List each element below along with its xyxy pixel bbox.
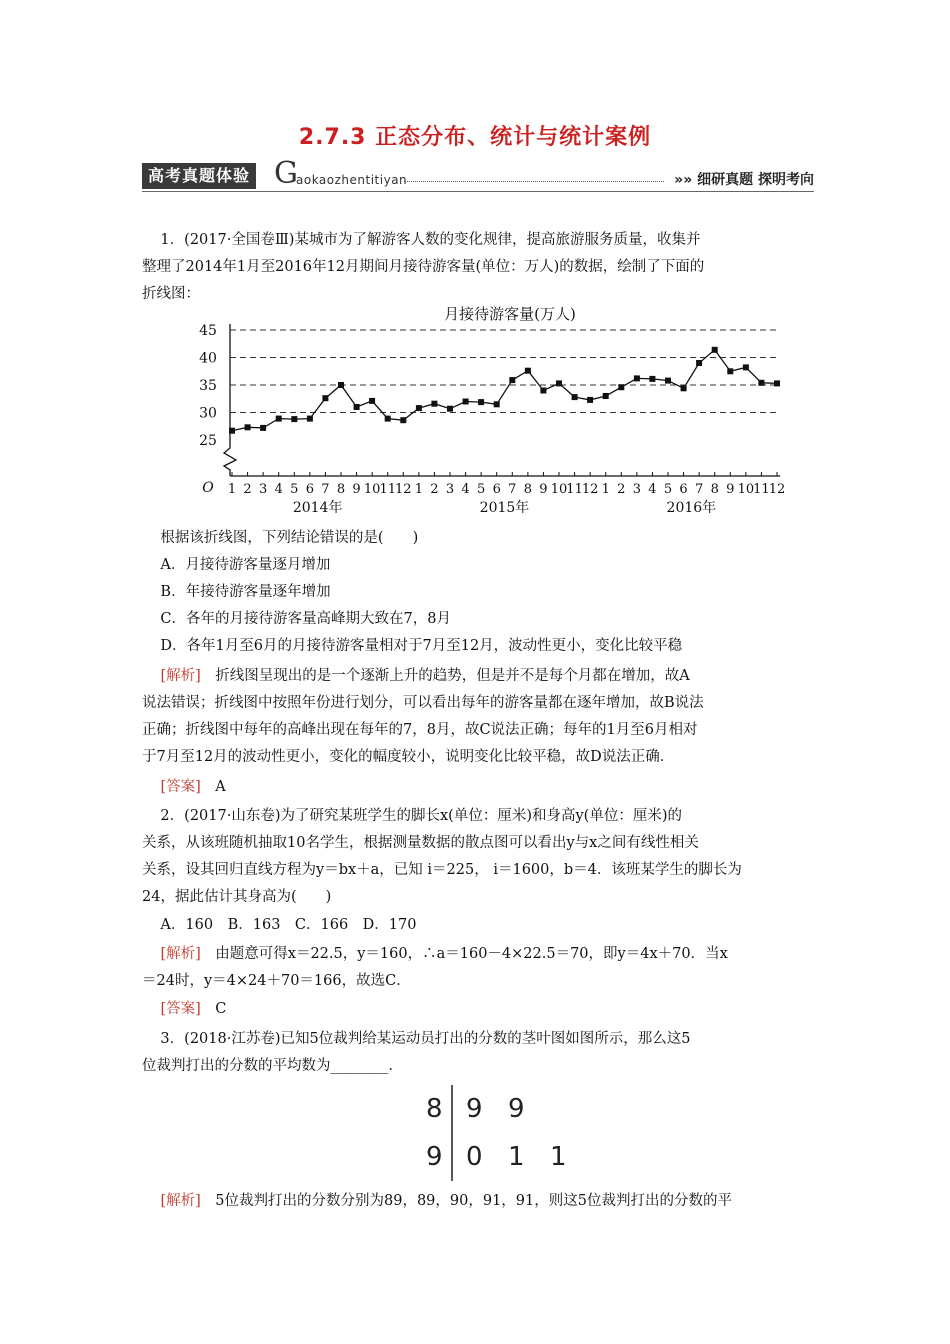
- q1-option-c: C．各年的月接待游客量高峰期大致在7，8月: [142, 611, 451, 627]
- q1-analysis-line-1: [解析] 折线图呈现出的是一个逐渐上升的趋势，但是并不是每个月都在增加，故A: [160, 668, 690, 684]
- data-point-33: [743, 364, 749, 370]
- data-point-32: [727, 368, 733, 374]
- leaf-row-2-1: 0: [466, 1142, 483, 1172]
- data-point-31: [712, 347, 718, 353]
- data-point-35: [774, 380, 780, 386]
- q2-analysis-line-2: ＝24时，y＝4×24＋70＝166，故选C．: [142, 973, 411, 989]
- stem-row-2: 9: [426, 1142, 443, 1172]
- x-tick-label-6: 7: [321, 482, 330, 497]
- data-point-34: [758, 380, 764, 386]
- data-point-29: [681, 385, 687, 391]
- x-tick-label-2: 3: [259, 482, 268, 497]
- data-point-26: [634, 375, 640, 381]
- q1-line-1: 1．(2017·全国卷Ⅲ)某城市为了解游客人数的变化规律，提高旅游服务质量，收集并: [142, 232, 701, 248]
- data-point-18: [509, 377, 515, 383]
- q1-option-a: A．月接待游客量逐月增加: [142, 557, 331, 573]
- chart-series: [229, 347, 780, 434]
- x-tick-label-25: 2: [617, 482, 626, 497]
- x-tick-label-22: 11: [566, 482, 583, 497]
- banner-initial: G: [274, 156, 298, 191]
- q1-analysis-line-2: 说法错误；折线图中按照年份进行划分，可以看出每年的游客量都在逐年增加，故B说法: [142, 695, 704, 711]
- y-tick-label-4: 45: [199, 323, 217, 339]
- data-point-23: [587, 397, 593, 403]
- x-tick-label-26: 3: [632, 482, 641, 497]
- leaf-row-2-3: 1: [550, 1142, 567, 1172]
- line-chart: [180, 298, 790, 520]
- q1-analysis-line-4: 于7月至12月的波动性更小，变化的幅度较小，说明变化比较平稳，故D说法正确．: [142, 749, 675, 765]
- q2-line-3: 关系，设其回归直线方程为y＝bx＋a，已知 i＝225， i＝1600，b＝4．该班某学生的脚长为: [142, 862, 742, 878]
- leaf-row-1-1: 9: [466, 1094, 483, 1124]
- q2-analysis-line-1: [解析] 由题意可得x＝22.5，y＝160，∴a＝160－4×22.5＝70，即y＝4x＋70．当x: [160, 946, 728, 962]
- x-tick-label-23: 12: [581, 482, 599, 497]
- x-tick-label-11: 12: [395, 482, 412, 497]
- data-point-0: [229, 428, 235, 434]
- data-point-2: [260, 425, 266, 431]
- data-point-9: [369, 398, 375, 404]
- y-tick-label-0: 25: [199, 433, 217, 449]
- year-label-1: 2015年: [479, 500, 530, 516]
- data-point-5: [307, 416, 313, 422]
- x-tick-label-3: 4: [274, 482, 283, 497]
- analysis-tag: [解析]: [160, 668, 201, 684]
- x-tick-label-5: 6: [305, 482, 314, 497]
- y-tick-label-1: 30: [199, 405, 217, 422]
- x-tick-label-34: 11: [753, 482, 770, 497]
- x-tick-label-16: 5: [477, 482, 486, 497]
- x-tick-label-20: 9: [539, 482, 548, 497]
- chart-y-ticks: [199, 323, 217, 449]
- q1-line-3: 折线图：: [142, 286, 200, 302]
- data-point-15: [463, 399, 469, 405]
- x-tick-label-24: 1: [601, 482, 610, 497]
- chart-grid: [230, 330, 780, 413]
- chart-title: 月接待游客量(万人): [444, 305, 576, 323]
- q1-line-2: 整理了2014年1月至2016年12月期间月接待游客量(单位：万人)的数据，绘制了下面的: [142, 259, 705, 275]
- analysis-tag: [解析]: [160, 1193, 201, 1209]
- data-point-12: [416, 405, 422, 411]
- stem-leaf-plot: [410, 1083, 590, 1183]
- banner-dotted-line: [404, 181, 664, 182]
- data-point-6: [322, 395, 328, 401]
- x-tick-label-13: 2: [430, 482, 439, 497]
- data-point-11: [400, 417, 406, 423]
- data-point-27: [649, 376, 655, 382]
- data-point-10: [385, 416, 391, 422]
- x-tick-label-12: 1: [414, 482, 423, 497]
- q1-stem: 根据该折线图，下列结论错误的是( ): [142, 530, 419, 546]
- x-tick-label-7: 8: [336, 482, 346, 497]
- page-title: 2.7.3 正态分布、统计与统计案例: [298, 125, 652, 150]
- x-tick-label-9: 10: [363, 482, 381, 497]
- q3-line-1: 3．(2018·江苏卷)已知5位裁判给某运动员打出的分数的茎叶图如图所示，那么这5: [142, 1031, 691, 1047]
- q1-option-d: D．各年1月至6月的月接待游客量相对于7月至12月，波动性更小，变化比较平稳: [142, 638, 683, 654]
- data-point-4: [291, 416, 297, 422]
- banner-label: 高考真题体验: [142, 163, 256, 189]
- x-tick-label-10: 11: [379, 482, 396, 497]
- x-tick-label-8: 9: [352, 482, 361, 497]
- leaf-row-1-2: 9: [508, 1094, 525, 1124]
- x-tick-label-21: 10: [550, 482, 568, 497]
- data-point-21: [556, 380, 562, 386]
- x-tick-label-33: 10: [737, 482, 755, 497]
- data-point-22: [572, 394, 578, 400]
- data-point-13: [431, 401, 437, 407]
- q3-analysis-line-1: [解析] 5位裁判打出的分数分别为89，89，90，91，91，则这5位裁判打出的分数的平: [160, 1193, 732, 1209]
- data-point-17: [494, 401, 500, 407]
- x-tick-label-30: 7: [695, 482, 704, 497]
- q1-answer: [答案] A: [160, 779, 226, 795]
- data-point-24: [603, 393, 609, 399]
- data-point-14: [447, 406, 453, 412]
- y-tick-label-2: 35: [199, 378, 217, 394]
- x-tick-label-18: 7: [508, 482, 517, 497]
- data-point-20: [540, 388, 546, 394]
- answer-tag: [答案]: [160, 779, 201, 795]
- data-point-7: [338, 382, 344, 388]
- x-tick-label-19: 8: [523, 482, 532, 497]
- data-point-19: [525, 368, 531, 374]
- series-line: [232, 350, 777, 431]
- analysis-tag: [解析]: [160, 946, 201, 962]
- q2-line-4: 24，据此估计其身高为( ): [142, 889, 332, 905]
- x-tick-label-28: 5: [663, 482, 673, 497]
- section-banner: [142, 156, 814, 193]
- x-tick-label-14: 3: [445, 482, 455, 497]
- data-point-16: [478, 399, 484, 405]
- data-point-28: [665, 378, 671, 384]
- chart-axes: [224, 324, 780, 476]
- data-point-25: [618, 384, 624, 390]
- x-tick-label-1: 2: [243, 482, 252, 497]
- leaf-row-2-2: 1: [508, 1142, 525, 1172]
- x-tick-label-32: 9: [726, 482, 735, 497]
- data-point-30: [696, 360, 702, 366]
- q3-line-2: 位裁判打出的分数的平均数为________．: [142, 1058, 403, 1074]
- banner-pinyin: aokaozhentitiyan: [296, 173, 408, 187]
- chart-origin-label: O: [202, 480, 214, 496]
- q2-line-1: 2．(2017·山东卷)为了研究某班学生的脚长x(单位：厘米)和身高y(单位：厘米)的: [142, 808, 682, 824]
- answer-tag: [答案]: [160, 1001, 201, 1017]
- data-point-1: [245, 424, 251, 430]
- y-axis: [224, 324, 236, 476]
- y-tick-label-3: 40: [199, 350, 217, 367]
- data-point-3: [276, 416, 282, 422]
- x-tick-label-35: 12: [768, 482, 786, 497]
- x-tick-label-31: 8: [710, 482, 719, 497]
- x-tick-label-17: 6: [492, 482, 501, 497]
- x-tick-label-27: 4: [648, 482, 657, 497]
- x-tick-label-4: 5: [290, 482, 299, 497]
- x-tick-label-29: 6: [679, 482, 688, 497]
- q2-line-2: 关系，从该班随机抽取10名学生，根据测量数据的散点图可以看出y与x之间有线性相关: [142, 835, 699, 851]
- stem-row-1: 8: [426, 1094, 443, 1124]
- year-label-0: 2014年: [292, 500, 343, 516]
- q2-answer: [答案] C: [160, 1001, 227, 1017]
- data-point-8: [354, 404, 360, 410]
- banner-underline: [142, 191, 814, 192]
- chart-year-labels: [293, 499, 716, 516]
- x-tick-label-15: 4: [461, 482, 470, 497]
- banner-slogan: »» 细研真题 探明考向: [674, 172, 814, 188]
- x-tick-label-0: 1: [227, 482, 237, 497]
- q2-options: A．160 B．163 C．166 D．170: [142, 917, 417, 933]
- q1-option-b: B．年接待游客量逐年增加: [142, 584, 331, 600]
- year-label-2: 2016年: [666, 500, 717, 516]
- q1-analysis-line-3: 正确；折线图中每年的高峰出现在每年的7，8月，故C说法正确；每年的1月至6月相对: [142, 722, 698, 738]
